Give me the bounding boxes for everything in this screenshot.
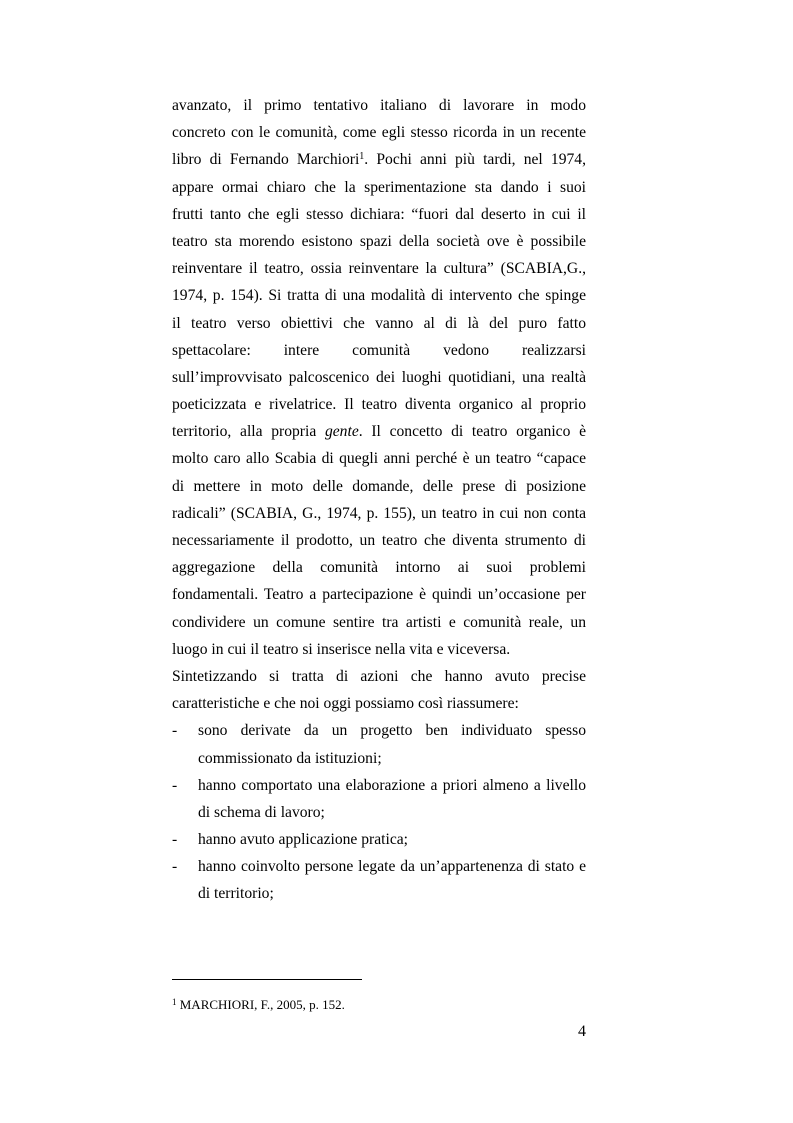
text-line: radicali” (SCABIA, G., 1974, p. 155), un teatro in cui non conta — [172, 504, 586, 522]
text-line: di mettere in moto delle domande, delle prese di posizione — [172, 477, 586, 495]
footnote-text: MARCHIORI, F., 2005, p. 152. — [179, 997, 345, 1012]
text-line: fondamentali. Teatro a partecipazione è quindi un’occasione per — [172, 586, 586, 604]
text-line: molto caro allo Scabia di quegli anni perché è un teatro “capace — [172, 450, 586, 468]
text-line: 1974, p. 154). Si tratta di una modalità di intervento che spinge — [172, 287, 586, 305]
list-item-text: hanno avuto applicazione pratica; — [198, 831, 408, 849]
text-fragment: Pochi anni più tardi, nel 1974, — [376, 151, 586, 169]
text-line: concreto con le comunità, come egli stesso ricorda in un recente — [172, 124, 586, 142]
text-line: poeticizzata e rivelatrice. Il teatro diventa organico al proprio — [172, 396, 586, 414]
text-line: caratteristiche e che noi oggi possiamo così riassumere: — [172, 695, 519, 713]
text-line: aggregazione della comunità intorno ai suoi problemi — [172, 559, 586, 577]
text-fragment: libro di Fernando Marchiori — [172, 151, 360, 169]
list-item — [172, 853, 586, 880]
list-item — [172, 826, 586, 853]
text-line — [172, 418, 586, 445]
footnote-reference: 1 — [359, 151, 365, 163]
text-line: Sintetizzando si tratta di azioni che hanno avuto precise — [172, 667, 586, 685]
text-line: spettacolare: intere comunità vedono realizzarsi — [172, 341, 586, 359]
list-item-text: hanno comportato una elaborazione a priori almeno a livello — [198, 776, 586, 794]
text-line: condividere un comune sentire tra artisti e comunità reale, un — [172, 613, 586, 631]
text-line: reinventare il teatro, ossia reinventare la cultura” (SCABIA,G., — [172, 260, 586, 278]
text-line: luogo in cui il teatro si inserisce nella vita e viceversa. — [172, 640, 511, 658]
italic-term: gente — [324, 423, 359, 441]
text-line: il teatro verso obiettivi che vanno al di là del puro fatto — [172, 314, 586, 332]
list-item-text: sono derivate da un progetto ben individuato spesso — [198, 722, 586, 740]
text-line: libro di Fernando Marchiori$^1$. Pochi anni più tardi, nel 1974, — [172, 151, 586, 169]
list-dash: - — [172, 831, 178, 849]
text-line: frutti tanto che egli stesso dichiara: “fuori dal deserto in cui il — [172, 205, 586, 223]
body-text — [172, 92, 586, 908]
list-item-continuation: commissionato da istituzioni; — [198, 749, 382, 767]
list-item-continuation: di schema di lavoro; — [198, 803, 325, 821]
footnote-number: 1 — [172, 997, 177, 1007]
list-dash: - — [172, 722, 178, 740]
list-item-text: hanno coinvolto persone legate da un’appartenenza di stato e — [198, 858, 586, 876]
text-line: sull’improvvisato palcoscenico dei luoghi quotidiani, una realtà — [172, 368, 586, 386]
text-line: teatro sta morendo esistono spazi della società ove è possibile — [172, 232, 586, 250]
footnote-separator — [172, 979, 362, 980]
page-number: 4 — [578, 1023, 586, 1040]
text-fragment: territorio, alla propria — [172, 423, 317, 441]
list-dash: - — [172, 858, 178, 876]
list-item-continuation: di territorio; — [198, 885, 274, 903]
footnote — [172, 996, 345, 1014]
list-item — [172, 717, 586, 744]
text-line: necessariamente il prodotto, un teatro che diventa strumento di — [172, 532, 586, 549]
text-line: avanzato, il primo tentativo italiano di lavorare in modo — [172, 97, 586, 114]
text-line: appare ormai chiaro che la sperimentazione sta dando i suoi — [172, 178, 586, 196]
list-item — [172, 772, 586, 799]
text-fragment: . Il concetto di teatro organico è — [358, 423, 586, 441]
list-dash: - — [172, 776, 178, 794]
